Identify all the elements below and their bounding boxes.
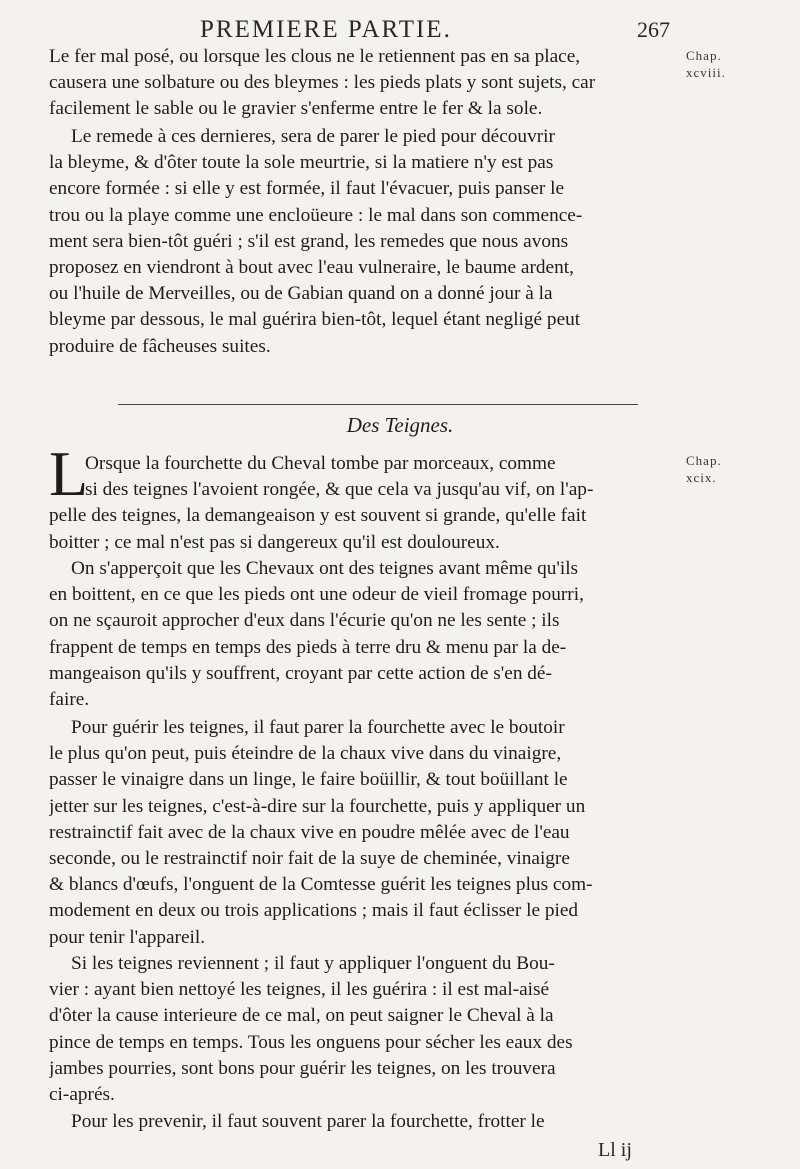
text-line: Pour guérir les teignes, il faut parer la fourchette avec le boutoir [71,717,565,738]
section-title: Des Teignes. [346,413,454,437]
paragraph-1 [49,44,669,123]
text-line: trou ou la playe comme une encloüeure : le mal dans son commence- [49,204,583,226]
text-line: causera une solbature ou des bleymes : les pieds plats y sont sujets, car [49,72,596,94]
text-line: pelle des teignes, la demangeaison y est souvent si grande, qu'elle fait [49,505,587,527]
text-line: ment sera bien-tôt guéri ; s'il est grand, les remedes que nous avons [49,230,569,252]
margin-note-number: xcviii. [686,65,726,80]
text-line: modement en deux ou trois applications ; mais il faut éclisser le pied [49,900,579,922]
text-line: on ne sçauroit approcher d'eux dans l'écurie qu'on ne les sente ; ils [49,610,560,632]
text-line: vier : ayant bien nettoyé les teignes, il les guérira : il est mal-aisé [49,979,550,1001]
text-line: facilement le sable ou le gravier s'enferme entre le fer & la sole. [49,98,543,120]
text-line: faire. [49,689,90,711]
text-line: si des teignes l'avoient rongée, & que cela va jusqu'au vif, on l'ap- [85,479,594,501]
margin-note-label: Chap. [686,453,722,468]
running-title: PREMIERE PARTIE. [200,16,452,43]
text-line: On s'apperçoit que les Chevaux ont des teignes avant même qu'ils [71,558,579,579]
text-line: produire de fâcheuses suites. [49,335,271,357]
page-number: 267 [637,17,670,42]
text-line: mangeaison qu'ils y souffrent, croyant par cette action de s'en dé- [49,662,552,684]
margin-note-number: xcix. [686,470,717,485]
paragraph-7 [49,1109,669,1135]
drop-cap: L [49,438,89,509]
text-line: en boittent, en ce que les pieds ont une odeur de vieil fromage pourri, [49,584,584,606]
text-line: d'ôter la cause interieure de ce mal, on peut saigner le Cheval à la [49,1005,554,1027]
text-line: la bleyme, & d'ôter toute la sole meurtrie, si la matiere n'y est pas [49,152,554,174]
text-line: passer le vinaigre dans un linge, le faire boüillir, & tout boüillant le [49,769,568,791]
section-divider [118,404,638,405]
text-line: Orsque la fourchette du Cheval tombe par morceaux, comme [85,453,556,474]
paragraph-3 [49,451,669,556]
text-line: Pour les prevenir, il faut souvent parer la fourchette, frotter le [71,1111,545,1132]
paragraph-2 [49,124,669,360]
margin-note-chapter-98 [686,47,786,81]
text-line: restrainctif fait avec de la chaux vive en poudre mêlée avec de l'eau [49,821,570,843]
text-line: jambes pourries, sont bons pour guérir les teignes, on les trouvera [49,1057,556,1079]
text-line: encore formée : si elle y est formée, il faut l'évacuer, puis panser le [49,178,565,200]
text-line: Le remede à ces dernieres, sera de parer le pied pour découvrir [71,126,555,147]
text-line: pince de temps en temps. Tous les onguens pour sécher les eaux des [49,1031,573,1053]
text-line: boitter ; ce mal n'est pas si dangereux qu'il est douloureux. [49,531,500,553]
text-line: bleyme par dessous, le mal guérira bien-tôt, lequel étant negligé peut [49,309,581,331]
signature-mark: Ll ij [598,1139,632,1161]
paragraph-6 [49,951,669,1108]
text-line: ci-aprés. [49,1084,115,1106]
text-line: & blancs d'œufs, l'onguent de la Comtesse guérit les teignes plus com- [49,874,593,896]
paragraph-4 [49,556,669,713]
text-line: jetter sur les teignes, c'est-à-dire sur la fourchette, puis y appliquer un [49,795,586,817]
text-line: pour tenir l'appareil. [49,926,206,948]
text-line: le plus qu'on peut, puis éteindre de la chaux vive dans du vinaigre, [49,743,562,765]
text-line: Le fer mal posé, ou lorsque les clous ne le retiennent pas en sa place, [49,46,581,67]
text-line: frappent de temps en temps des pieds à terre dru & menu par la de- [49,636,567,658]
text-line: ou l'huile de Merveilles, ou de Gabian quand on a donné jour à la [49,283,553,305]
paragraph-5 [49,715,669,951]
margin-note-label: Chap. [686,48,722,63]
text-line: Si les teignes reviennent ; il faut y appliquer l'onguent du Bou- [71,953,555,974]
margin-note-chapter-99 [686,452,786,486]
text-line: proposez en viendront à bout avec l'eau vulneraire, le baume ardent, [49,257,574,279]
text-line: seconde, ou le restrainctif noir fait de la suye de cheminée, vinaigre [49,848,570,870]
